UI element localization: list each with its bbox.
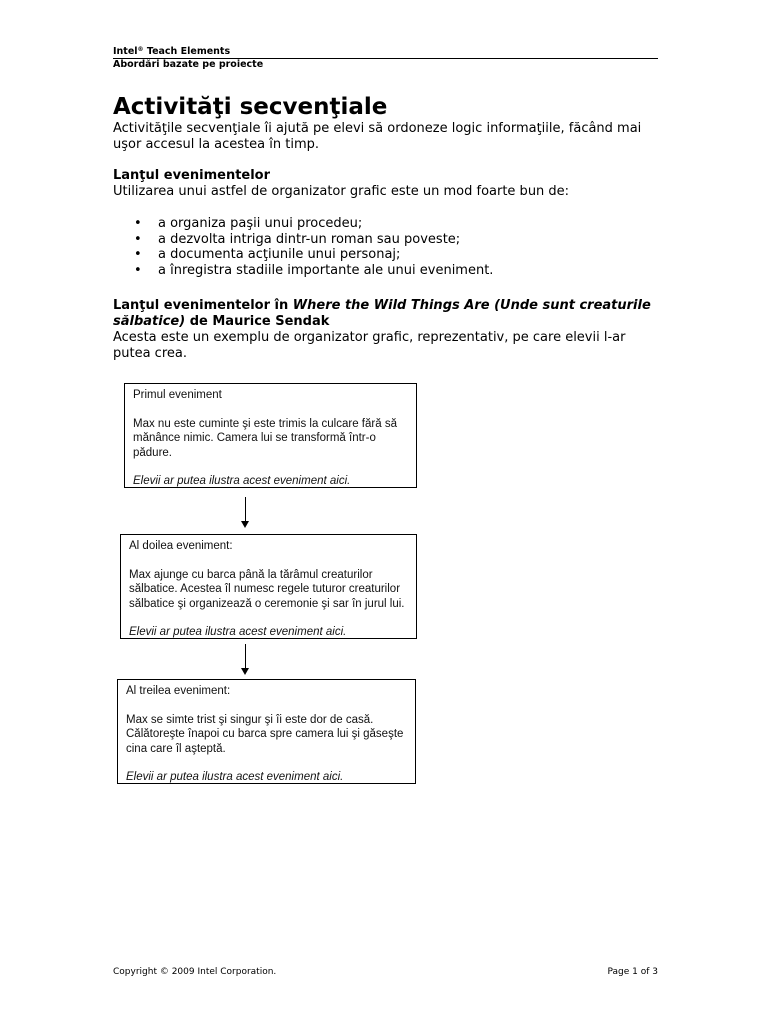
event-body: Max ajunge cu barca până la tărâmul creaturilor sălbatice. Acestea îl numesc regele tuturor creaturilor sălbatice şi organizează o ceremonie şi sar în jurul lui.: [129, 568, 405, 610]
event-title: Al treilea eveniment:: [126, 685, 231, 697]
list-item: [113, 216, 658, 232]
heading-author: de Maurice Sendak: [185, 314, 330, 329]
bullet-icon: •: [134, 231, 142, 247]
bullet-list: [113, 216, 658, 278]
book-title: Where the Wild Things Are (Unde sunt creaturile sălbatice): [113, 298, 651, 329]
section-text: Utilizarea unui astfel de organizator grafic este un mod foarte bun de:: [113, 184, 570, 199]
list-item-text: a înregistra stadiile importante ale unui eveniment.: [158, 262, 494, 278]
bullet-icon: •: [134, 247, 142, 263]
event-body: Max se simte trist şi singur şi îi este dor de casă. Călătoreşte înapoi cu barca spre camera lui şi găseşte cina care îl aşteptă.: [126, 713, 404, 755]
list-item: [113, 232, 658, 248]
list-item-text: a documenta acţiunile unui personaj;: [158, 247, 401, 263]
registered-mark: ®: [137, 46, 144, 53]
section-event-chain: [113, 168, 658, 200]
event-box-3: [117, 679, 416, 784]
down-arrow-icon: [240, 644, 252, 676]
header-brand: [113, 46, 658, 59]
intro-paragraph: Activităţile secvenţiale îi ajută pe elevi să ordoneze logic informaţiile, făcând mai uşor accesul la acestea în timp.: [113, 121, 642, 152]
page-title: Activităţi secvenţiale: [113, 94, 388, 120]
heading-part: Lanţul evenimentelor în: [113, 298, 293, 313]
event-note: Elevii ar putea ilustra acest eveniment aici.: [133, 475, 351, 487]
event-box-1: [124, 383, 417, 488]
bullet-icon: •: [134, 262, 142, 278]
event-note: Elevii ar putea ilustra acest eveniment aici.: [129, 626, 347, 638]
event-note: Elevii ar putea ilustra acest eveniment aici.: [126, 771, 344, 783]
header-brand-rest: Teach Elements: [143, 46, 231, 57]
header-brand-name: Intel: [113, 46, 138, 57]
section-heading: Lanţul evenimentelor: [113, 168, 271, 183]
event-body: Max nu este cuminte şi este trimis la culcare fără să mănânce nimic. Camera lui se transformă într-o pădure.: [133, 417, 397, 459]
footer-copyright: Copyright © 2009 Intel Corporation.: [113, 967, 277, 977]
list-item: [113, 263, 658, 279]
section-example: [113, 298, 658, 362]
event-title: Primul eveniment: [133, 389, 222, 401]
header-subtitle: Abordări bazate pe proiecte: [113, 59, 264, 70]
section-text: Acesta este un exemplu de organizator grafic, reprezentativ, pe care elevii l-ar putea crea.: [113, 330, 626, 361]
list-item-text: a dezvolta intriga dintr-un roman sau poveste;: [158, 231, 461, 247]
footer-page-number: Page 1 of 3: [607, 967, 658, 977]
down-arrow-icon: [240, 497, 252, 529]
list-item: [113, 247, 658, 263]
section-heading: [113, 298, 658, 330]
event-box-2: [120, 534, 417, 639]
running-header: [113, 46, 658, 71]
bullet-icon: •: [134, 216, 142, 231]
event-title: Al doilea eveniment:: [129, 540, 233, 552]
list-item-text: a organiza paşii unui procedeu;: [158, 216, 363, 231]
